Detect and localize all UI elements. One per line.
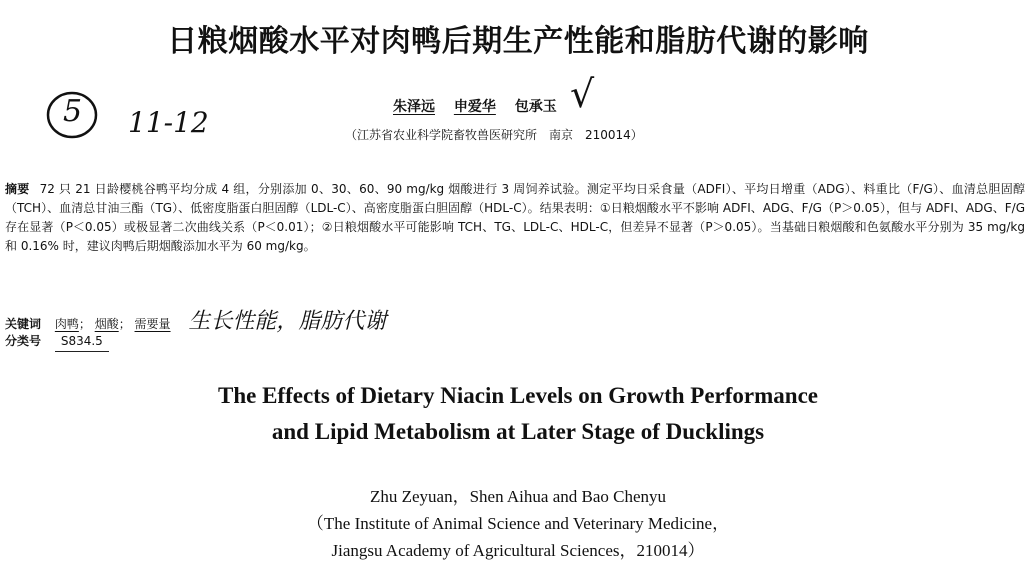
handwritten-page-range: 11-12 bbox=[128, 106, 209, 139]
english-affiliation-line-1: （The Institute of Animal Science and Veterinary Medicine， bbox=[306, 514, 730, 533]
abstract-label: 摘要 bbox=[5, 182, 30, 196]
author-2: 申爱华 bbox=[453, 99, 496, 115]
english-affiliation-line-2: Jiangsu Academy of Agricultural Sciences，210014） bbox=[331, 541, 705, 560]
handwritten-circled-number: 5 bbox=[63, 94, 83, 129]
abstract bbox=[5, 180, 1025, 256]
classification bbox=[5, 332, 109, 349]
handwritten-keywords: 生长性能，脂肪代谢 bbox=[188, 309, 387, 334]
keywords-label: 关键词 bbox=[5, 317, 42, 331]
author-1: 朱泽远 bbox=[393, 99, 435, 115]
english-title-line-1: The Effects of Dietary Niacin Levels on Growth Performance bbox=[218, 383, 818, 408]
keyword-2: 烟酸 bbox=[94, 317, 119, 331]
english-title-line-2: and Lipid Metabolism at Later Stage of Ducklings bbox=[271, 419, 765, 444]
affiliation: （江苏省农业科学院畜牧兽医研究所 南京 210014） bbox=[345, 128, 643, 142]
abstract-text: 72 只 21 日龄樱桃谷鸭平均分成 4 组，分别添加 0、30、60、90 mg/kg 烟酸进行 3 周饲养试验。测定平均日采食量（ADFI）、平均日增重（ADG）、料重比（F/G）、血清总胆固醇（TCH）、血清总甘油三酯（TG）、低密度脂蛋白胆固醇（LDL-C）、高密度脂蛋白胆固醇（HDL-C）。结果表明：①日粮烟酸水平不影响 ADFI、ADG、F/G（P＞0.05），但与 ADFI、ADG、F/G 存在显著（P＜0.05）或极显著二次曲线关系（P＜0.01）；②日粮烟酸水平可能影响 TCH、TG、LDL-C、HDL-C，但差异不显著（P＞0.05）。当基础日粮烟酸和色氨酸水平分别为 35 mg/kg 和 0.16% 时，建议肉鸭后期烟酸添加水平为 60 mg/kg。 bbox=[5, 182, 1025, 253]
english-title bbox=[0, 378, 1036, 450]
chinese-title: 日粮烟酸水平对肉鸭后期生产性能和脂肪代谢的影响 bbox=[167, 24, 869, 59]
author-3: 包承玉 bbox=[514, 99, 557, 115]
classification-code: S834.5 bbox=[55, 334, 109, 352]
keyword-1: 肉鸭 bbox=[54, 317, 79, 331]
keywords: 关键词 肉鸭； 烟酸； 需要量 生长性能，脂肪代谢 bbox=[5, 309, 387, 334]
author-list bbox=[393, 96, 571, 116]
handwritten-checkmark: √ bbox=[570, 72, 595, 116]
keyword-3: 需要量 bbox=[134, 317, 171, 331]
english-affiliation bbox=[0, 510, 1036, 564]
english-authors: Zhu Zeyuan，Shen Aihua and Bao Chenyu bbox=[369, 487, 667, 506]
classification-label: 分类号 bbox=[5, 334, 42, 348]
